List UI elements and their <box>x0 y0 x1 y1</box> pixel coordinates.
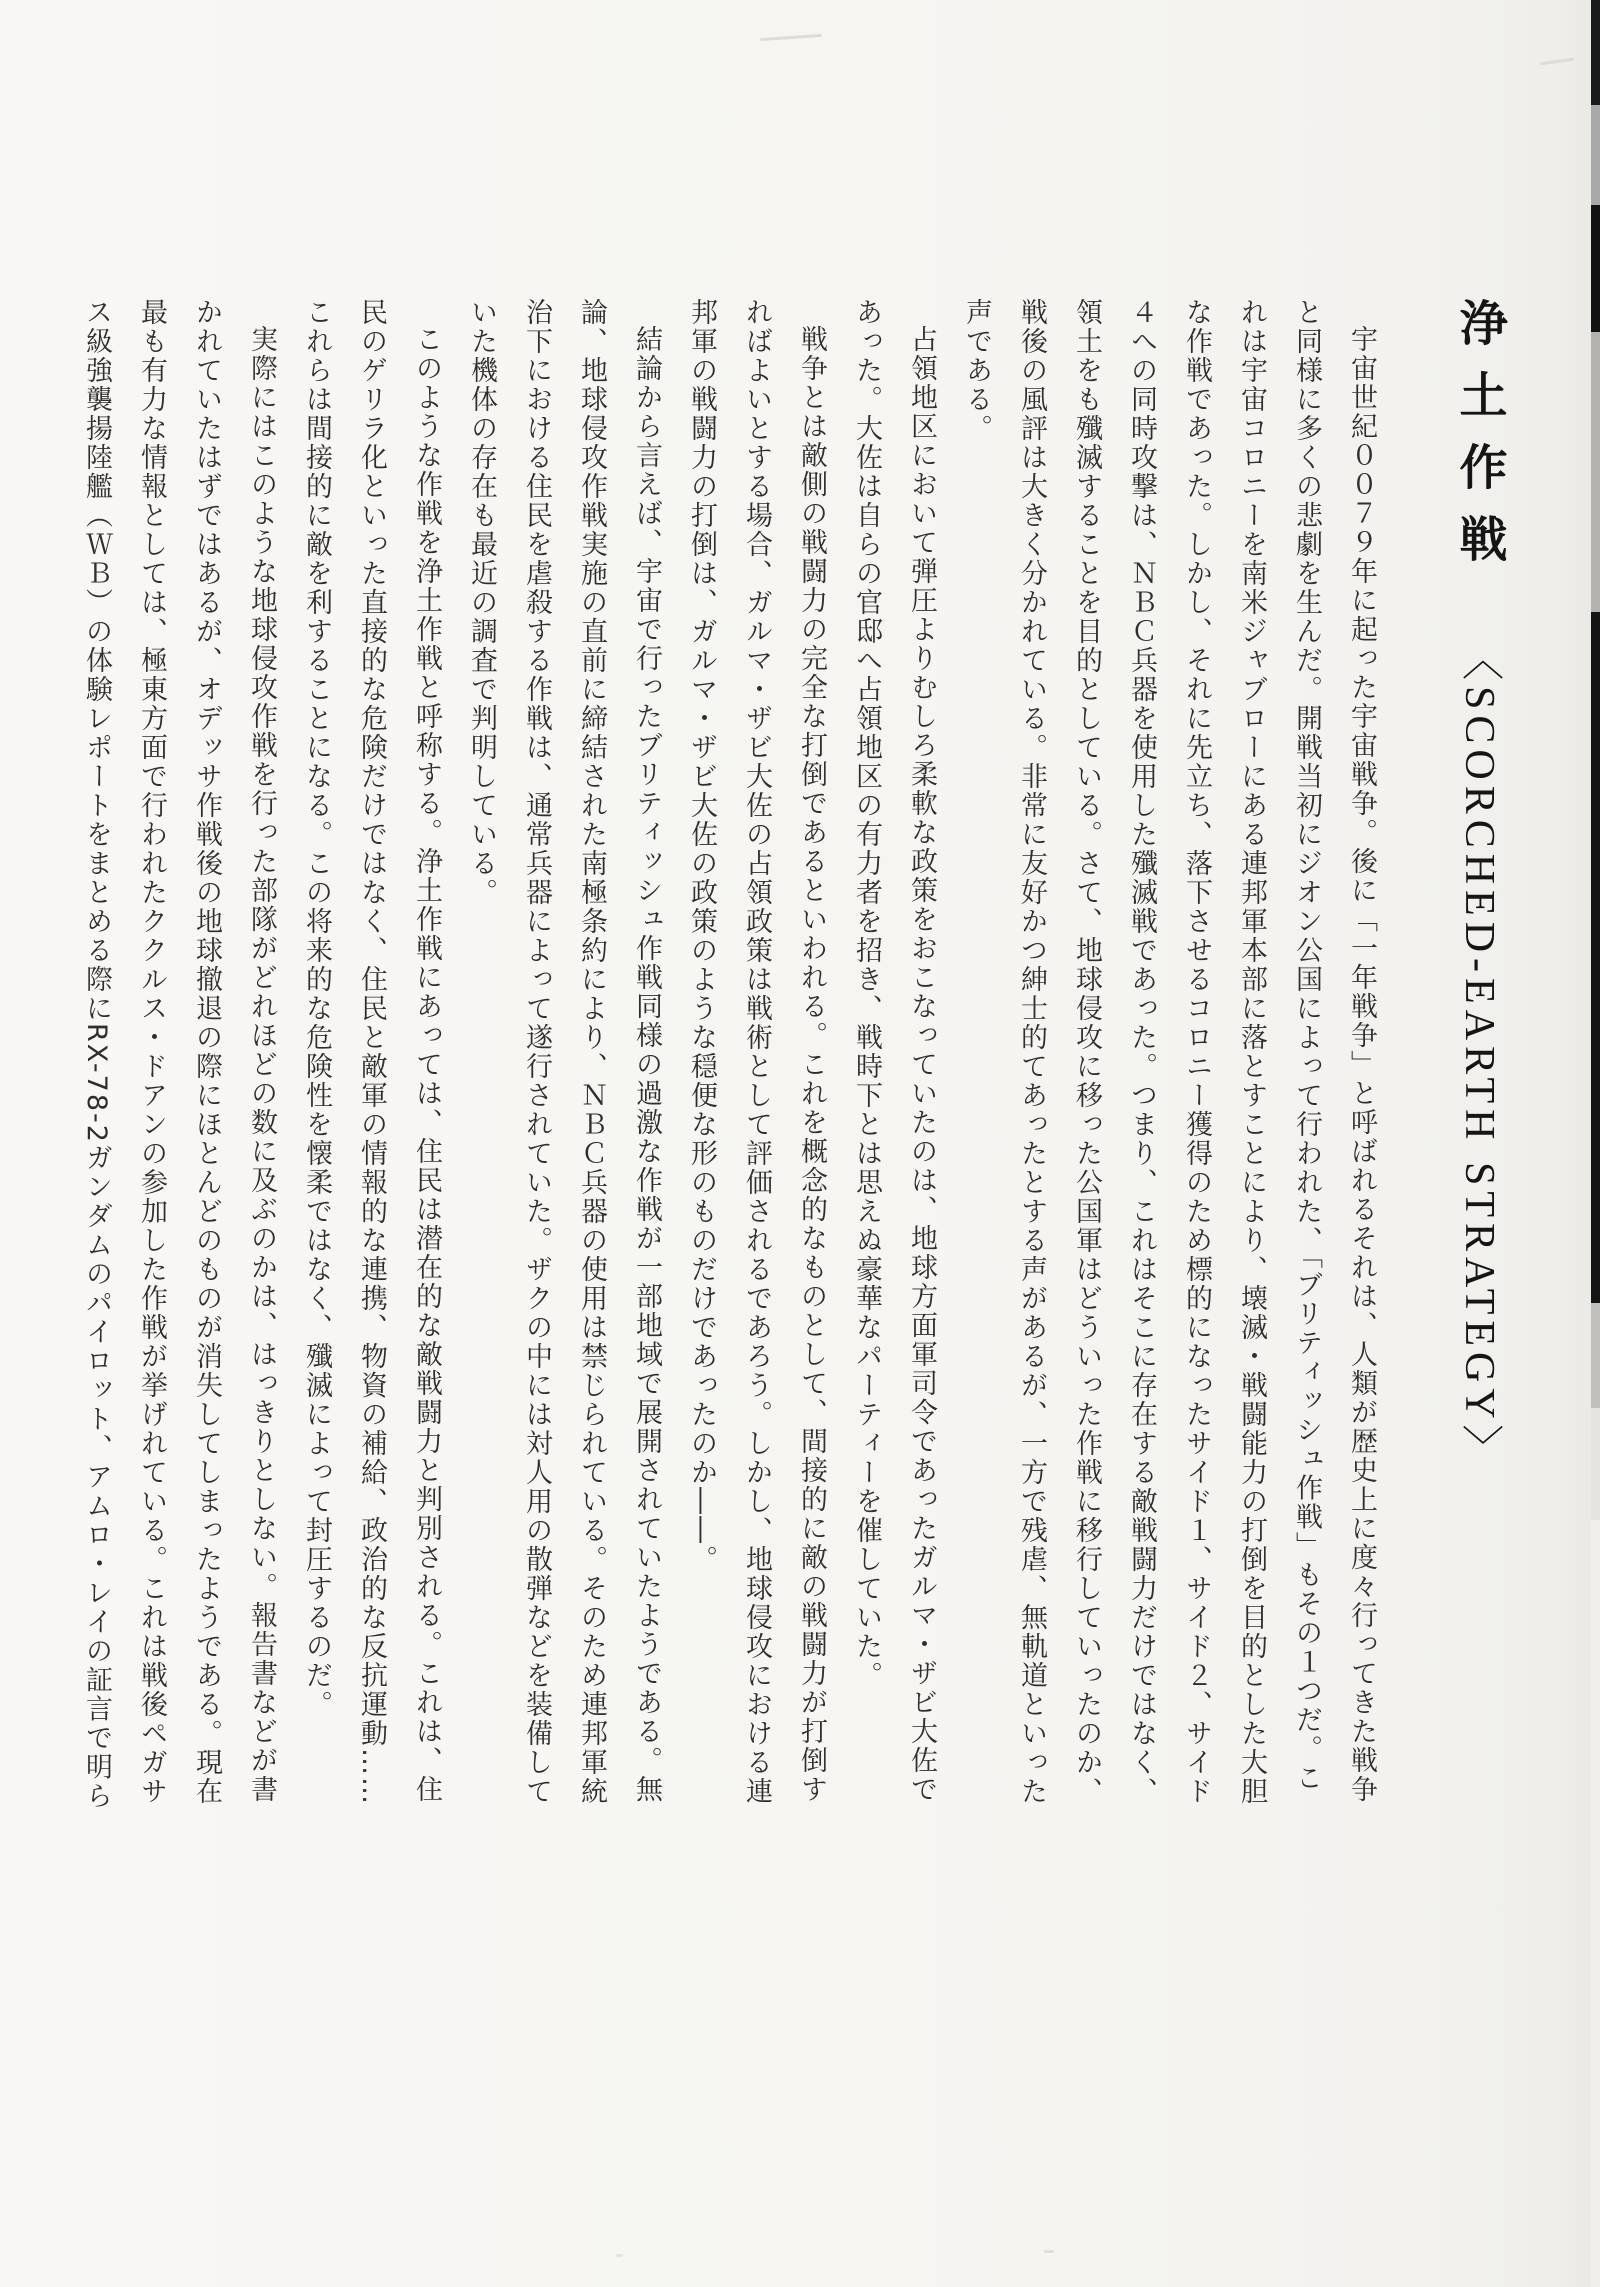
paragraph-2: 占領地区において弾圧よりむしろ柔軟な政策をおこなっていたのは、地球方面軍司令であったガルマ・ザビ大佐であった。大佐は自らの官邸へ占領地区の有力者を招き、戦時下とは思えぬ豪華なパーティーを催していた。 <box>851 298 937 1804</box>
scan-artifact <box>1044 2250 1054 2253</box>
scan-artifact <box>616 2254 623 2257</box>
paragraph-3: 戦争とは敵側の戦闘力の完全な打倒であるといわれる。これを概念的なものとして、間接的に敵の戦闘力が打倒すればよいとする場合、ガルマ・ザビ大佐の占領政策は戦術として評価されるであろう。しかし、地球侵攻における連邦軍の戦闘力の打倒は、ガルマ・ザビ大佐の政策のような穏便な形のものだけであったのか――。 <box>686 298 827 1806</box>
article <box>69 298 1514 1818</box>
article-title-column <box>1445 298 1514 1818</box>
paragraph-6: 実際にはこのような地球侵攻作戦を行った部隊がどれほどの数に及ぶのかは、はっきりとしない。報告書などが書かれていたはずではあるが、オデッサ作戦後の地球撤退の際にほとんどのものが消失してしまったようである。現在最も有力な情報としては、極東方面で行われたククルス・ドアンの参加した作戦が挙げれている。これは戦後ペガサス級強襲揚陸艦（ＷＢ）の体験レポートをまとめる際にRX-78-2ガンダムのパイロット、アムロ・レイの証言で明ら <box>81 298 277 1811</box>
article-body <box>69 298 1389 1818</box>
scan-artifact <box>1540 58 1574 66</box>
article-title: 浄土作戦 <box>1451 298 1507 586</box>
paragraph-4: 結論から言えば、宇宙で行ったブリティッシュ作戦同様の過激な作戦が一部地域で展開されていたようである。無論、地球侵攻作戦実施の直前に締結された南極条約により、ＮＢＣ兵器の使用は禁じられている。そのため連邦軍統治下における住民を虐殺する作戦は、通常兵器によって遂行されていた。ザクの中には対人用の散弾などを装備していた機体の存在も最近の調査で判明している。 <box>466 298 662 1806</box>
page-edge-shadow <box>1591 0 1600 2287</box>
article-subtitle: 〈SCORCHED-EARTH STRATEGY〉 <box>1456 638 1502 1473</box>
paragraph-1: 宇宙世紀００７９年に起った宇宙戦争。後に「一年戦争」と呼ばれるそれは、人類が歴史上に度々行ってきた戦争と同様に多くの悲劇を生んだ。開戦当初にジオン公国によって行われた、「ブリティッシュ作戦」もその１つだ。これは宇宙コロニーを南米ジャブローにある連邦軍本部に落とすことにより、壊滅・戦闘能力の打倒を目的とした大胆な作戦であった。しかし、それに先立ち、落下させるコロニー獲得のため標的になったサイド１、サイド２、サイド４への同時攻撃は、ＮＢＣ兵器を使用した殲滅戦であった。つまり、これはそこに存在する敵戦闘力だけではなく、領土をも殲滅することを目的としている。さて、地球侵攻に移った公国軍はどういった作戦に移行していったのか、戦後の風評は大きく分かれている。非常に友好かつ紳士的てあったとする声があるが、一方で残虐、無軌道といった声である。 <box>961 298 1377 1806</box>
scan-artifact <box>760 34 822 41</box>
paragraph-5: このような作戦を浄土作戦と呼称する。浄土作戦にあっては、住民は潜在的な敵戦闘力と判別される。これは、住民のゲリラ化といった直接的な危険だけではなく、住民と敵軍の情報的な連携、物資の補給、政治的な反抗運動……これらは間接的に敵を利することになる。この将来的な危険性を懐柔ではなく、殲滅によって封圧するのだ。 <box>301 298 442 1806</box>
